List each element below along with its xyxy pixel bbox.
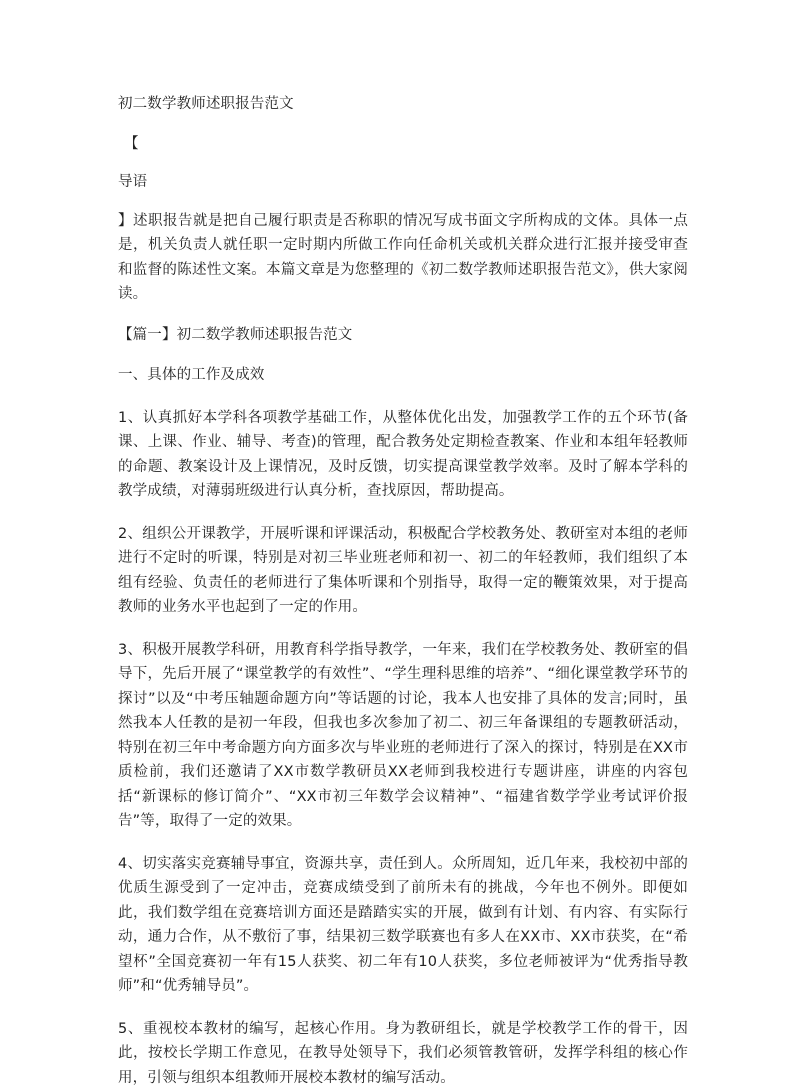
section-title: 【篇一】初二数学教师述职报告范文 xyxy=(118,323,688,348)
subsection-title: 一、具体的工作及成效 xyxy=(118,363,688,388)
paragraph-2: 2、组织公开课教学，开展听课和评课活动，积极配合学校教务处、教研室对本组的老师进行不定时的听课，特别是对初三毕业班老师和初一、初二的年轻教师，我们组织了本组有经验、负责任的老师进行了集体听课和个别指导，取得一定的鞭策效果，对于提高教师的业务水平也起到了一定的作用。 xyxy=(118,522,688,620)
paragraph-4: 4、切实落实竞赛辅导事宜，资源共享，责任到人。众所周知，近几年来，我校初中部的优质生源受到了一定冲击，竞赛成绩受到了前所未有的挑战，今年也不例外。即便如此，我们数学组在竞赛培训方面还是踏踏实实的开展，做到有计划、有内容、有实际行动，通力合作，从不敷衍了事，结果初三数学联赛也有多人在XX市、XX市获奖，在“希望杯”全国竞赛初一年有15人获奖、初二年有10人获奖，多位老师被评为“优秀指导教师”和“优秀辅导员”。 xyxy=(118,852,688,999)
paragraph-3: 3、积极开展教学科研，用教育科学指导教学，一年来，我们在学校教务处、教研室的倡导下，先后开展了“课堂教学的有效性”、“学生理科思维的培养”、“细化课堂教学环节的探讨”以及“中考压轴题命题方向”等话题的讨论，我本人也安排了具体的发言;同时，虽然我本人任教的是初一年段，但我也多次参加了初二、初三年备课组的专题教研活动，特别在初三年中考命题方向方面多次与毕业班的老师进行了深入的探讨，特别是在XX市质检前，我们还邀请了XX市数学教研员XX老师到我校进行专题讲座，讲座的内容包括“新课标的修订简介”、“XX市初三年数学会议精神”、“福建省数学学业考试评价报告”等，取得了一定的效果。 xyxy=(118,638,688,834)
paragraph-1: 1、认真抓好本学科各项教学基础工作，从整体优化出发，加强教学工作的五个环节(备课、上课、作业、辅导、考查)的管理，配合教务处定期检查教案、作业和本组年轻教师的命题、教案设计及上课情况，及时反馈，切实提高课堂教学效率。及时了解本学科的教学成绩，对薄弱班级进行认真分析，查找原因，帮助提高。 xyxy=(118,406,688,504)
intro-paragraph: 】述职报告就是把自己履行职责是否称职的情况写成书面文字所构成的文体。具体一点是，机关负责人就任职一定时期内所做工作向任命机关或机关群众进行汇报并接受审查和监督的陈述性文案。本篇文章是为您整理的《初二数学教师述职报告范文》，供大家阅读。 xyxy=(118,209,688,307)
document-title: 初二数学教师述职报告范文 xyxy=(118,92,688,117)
document-page xyxy=(118,92,688,1090)
bracket-open: 【 xyxy=(118,132,688,157)
lead-label: 导语 xyxy=(118,170,688,195)
paragraph-5: 5、重视校本教材的编写，起核心作用。身为教研组长，就是学校教学工作的骨干，因此，按校长学期工作意见，在教导处领导下，我们必须管教管研，发挥学科组的核心作用，引领与组织本组教师开展校本教材的编写活动。 xyxy=(118,1017,688,1090)
